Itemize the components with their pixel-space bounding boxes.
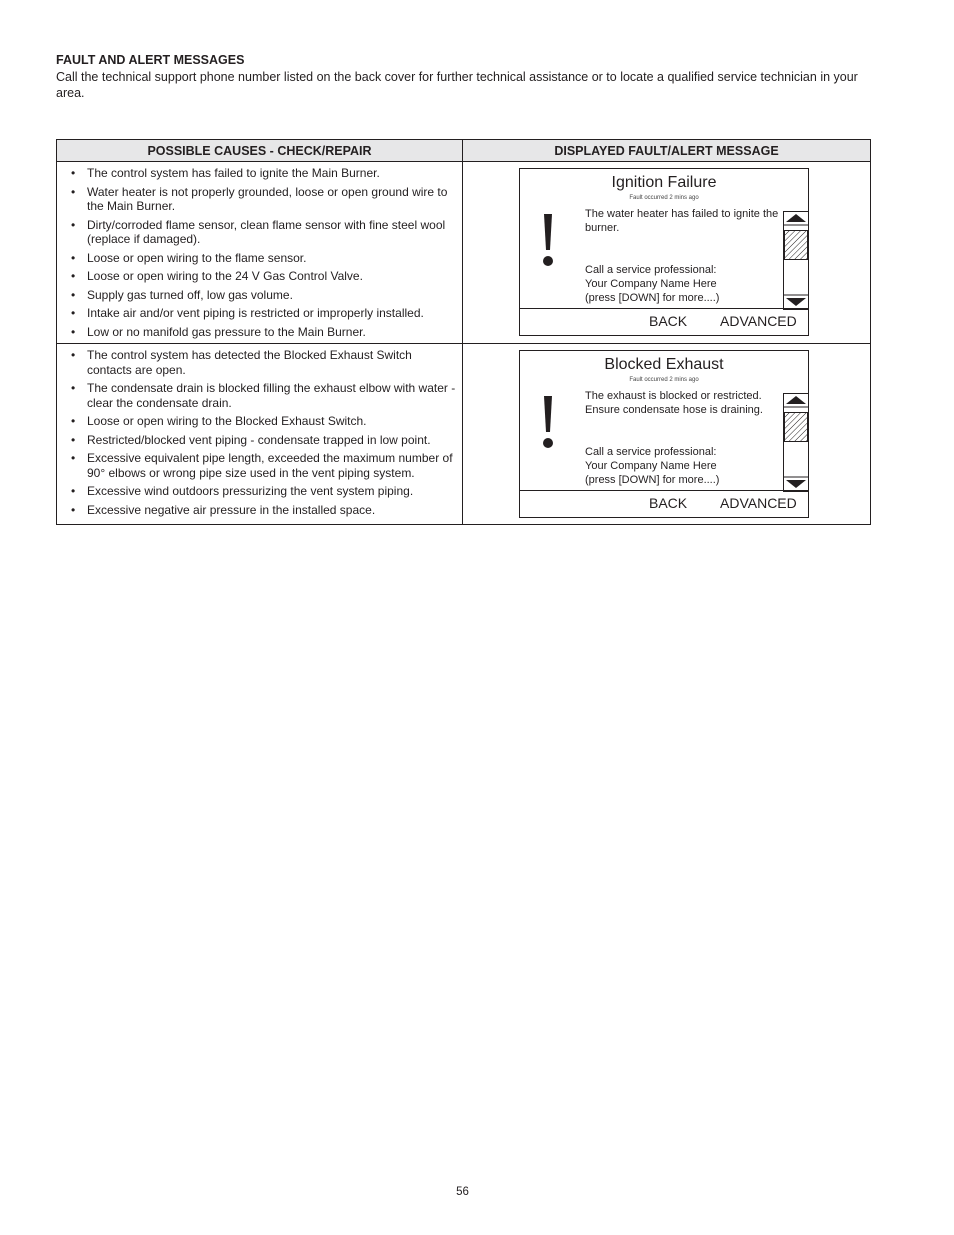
list-item: • Dirty/corroded flame sensor, clean flame sensor with fine steel wool (replace if damaged). bbox=[71, 217, 446, 246]
scroll-down-arrow-icon[interactable] bbox=[784, 476, 808, 490]
service-info: Call a service professional: Your Company Name Here (press [DOWN] for more....) bbox=[585, 264, 720, 304]
fault-table bbox=[56, 139, 871, 525]
list-item: • Excessive wind outdoors pressurizing the vent system piping. bbox=[71, 484, 414, 498]
table-row bbox=[57, 162, 871, 344]
display-screen bbox=[519, 350, 809, 518]
back-button[interactable]: BACK bbox=[649, 313, 688, 329]
back-button[interactable]: BACK bbox=[649, 495, 688, 511]
section-heading: FAULT AND ALERT MESSAGES bbox=[56, 53, 245, 67]
screen-title: Ignition Failure bbox=[611, 174, 717, 191]
advanced-button[interactable]: ADVANCED bbox=[720, 495, 797, 511]
screen-title: Blocked Exhaust bbox=[604, 356, 724, 373]
scrollbar[interactable] bbox=[783, 393, 808, 492]
scroll-up-arrow-icon[interactable] bbox=[784, 394, 808, 408]
list-item: • Restricted/blocked vent piping - condensate trapped in low point. bbox=[71, 432, 431, 447]
screen-subtitle: Fault occurred 2 mins ago bbox=[629, 377, 699, 383]
scroll-up-arrow-icon[interactable] bbox=[784, 212, 808, 226]
list-item: • Loose or open wiring to the flame sensor. bbox=[71, 250, 307, 265]
causes-cell bbox=[57, 344, 463, 525]
list-item: • The control system has detected the Blocked Exhaust Switch contacts are open. bbox=[71, 348, 412, 377]
message-cell bbox=[463, 344, 871, 525]
advanced-button[interactable]: ADVANCED bbox=[720, 313, 797, 329]
list-item: • The control system has failed to ignite the Main Burner. bbox=[71, 166, 380, 180]
header-message: DISPLAYED FAULT/ALERT MESSAGE bbox=[463, 140, 871, 162]
causes-list bbox=[57, 162, 462, 339]
button-bar bbox=[520, 308, 808, 336]
list-item: • Excessive negative air pressure in the installed space. bbox=[71, 502, 376, 517]
list-item: • Loose or open wiring to the Blocked Exhaust Switch. bbox=[71, 414, 367, 428]
causes-list bbox=[57, 344, 462, 517]
header-causes: POSSIBLE CAUSES - CHECK/REPAIR bbox=[57, 140, 463, 162]
list-item: • Water heater is not properly grounded, loose or open ground wire to the Main Burner. bbox=[71, 184, 448, 213]
screen-message: The exhaust is blocked or restricted. Ensure condensate hose is draining. bbox=[585, 390, 763, 416]
message-cell bbox=[463, 162, 871, 344]
page-number: 56 bbox=[456, 1186, 469, 1198]
exclamation-icon bbox=[542, 212, 554, 268]
list-item: • Supply gas turned off, low gas volume. bbox=[71, 287, 293, 302]
list-item: • Excessive equivalent pipe length, exceeded the maximum number of 90° elbows or wrong pipe size used in the vent piping system. bbox=[71, 451, 453, 480]
list-item: • Loose or open wiring to the 24 V Gas Control Valve. bbox=[71, 269, 363, 283]
scroll-thumb[interactable] bbox=[784, 230, 808, 260]
scroll-down-arrow-icon[interactable] bbox=[784, 294, 808, 308]
list-item: • Intake air and/or vent piping is restricted or improperly installed. bbox=[71, 306, 424, 320]
table-row bbox=[57, 344, 871, 525]
list-item: • The condensate drain is blocked filling the exhaust elbow with water - clear the condensate drain. bbox=[71, 381, 456, 410]
display-screen bbox=[519, 168, 809, 336]
causes-cell bbox=[57, 162, 463, 344]
service-info: Call a service professional: Your Company Name Here (press [DOWN] for more....) bbox=[585, 446, 720, 486]
intro-text: Call the technical support phone number listed on the back cover for further technical assistance or to locate a qualified service technician in your area. bbox=[56, 70, 858, 100]
scrollbar[interactable] bbox=[783, 211, 808, 310]
list-item: • Low or no manifold gas pressure to the Main Burner. bbox=[71, 324, 366, 339]
scroll-thumb[interactable] bbox=[784, 412, 808, 442]
exclamation-icon bbox=[542, 394, 554, 450]
screen-message: The water heater has failed to ignite the burner. bbox=[585, 208, 779, 234]
button-bar bbox=[520, 490, 808, 518]
screen-subtitle: Fault occurred 2 mins ago bbox=[629, 195, 699, 201]
